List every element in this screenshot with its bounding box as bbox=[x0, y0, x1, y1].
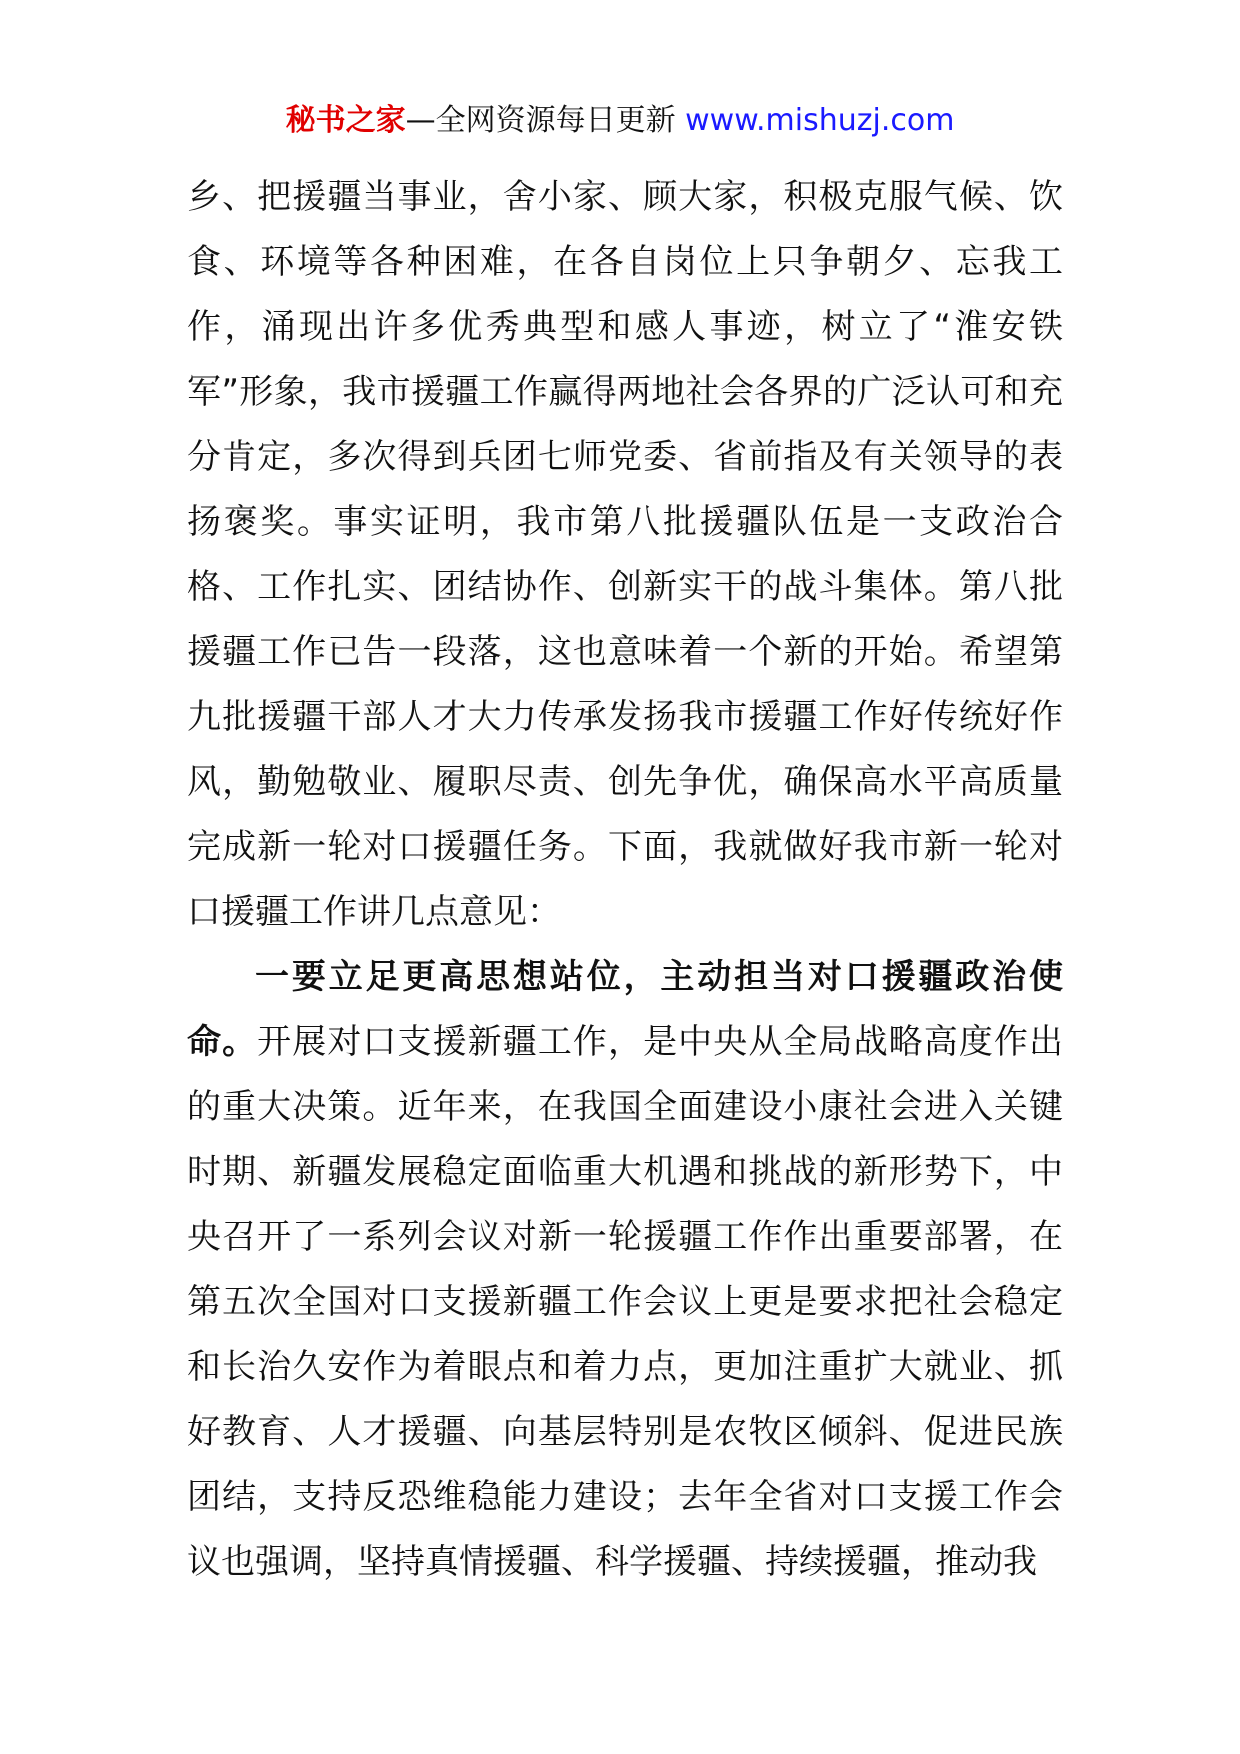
header-brand: 秘书之家 bbox=[285, 103, 406, 138]
header-site-url: www.mishuzj.com bbox=[685, 103, 955, 138]
page-header bbox=[0, 101, 1240, 141]
paragraph-continuation: 乡、把援疆当事业，舍小家、顾大家，积极克服气候、饮食、环境等各种困难，在各自岗位上只争朝夕、忘我工作，涌现出许多优秀典型和感人事迹，树立了“淮安铁军”形象，我市援疆工作赢得两地社会各界的广泛认可和充分肯定，多次得到兵团七师党委、省前指及有关领导的表扬褒奖。事实证明，我市第八批援疆队伍是一支政治合格、工作扎实、团结协作、创新实干的战斗集体。第八批援疆工作已告一段落，这也意味着一个新的开始。希望第九批援疆干部人才大力传承发扬我市援疆工作好传统好作风，勤勉敬业、履职尽责、创先争优，确保高水平高质量完成新一轮对口援疆任务。下面，我就做好我市新一轮对口援疆工作讲几点意见： bbox=[187, 177, 1063, 932]
paragraph-point-one-text: 开展对口支援新疆工作，是中央从全局战略高度作出的重大决策。近年来，在我国全面建设小康社会进入关键时期、新疆发展稳定面临重大机遇和挑战的新形势下，中央召开了一系列会议对新一轮援疆工作作出重要部署，在第五次全国对口支援新疆工作会议上更是要求把社会稳定和长治久安作为着眼点和着力点，更加注重扩大就业、抓好教育、人才援疆、向基层特别是农牧区倾斜、促进民族团结，支持反恐维稳能力建设；去年全省对口支援工作会议也强调，坚持真情援疆、科学援疆、持续援疆，推动我 bbox=[187, 1022, 1064, 1582]
header-tagline: —全网资源每日更新 bbox=[405, 103, 686, 138]
paragraph-point-one-heading: 一要立足更高思想站位，主动担当对口援疆政治使命。 bbox=[187, 957, 1063, 1062]
paragraph-point-one bbox=[187, 945, 1063, 1595]
document-body bbox=[187, 165, 1063, 1595]
